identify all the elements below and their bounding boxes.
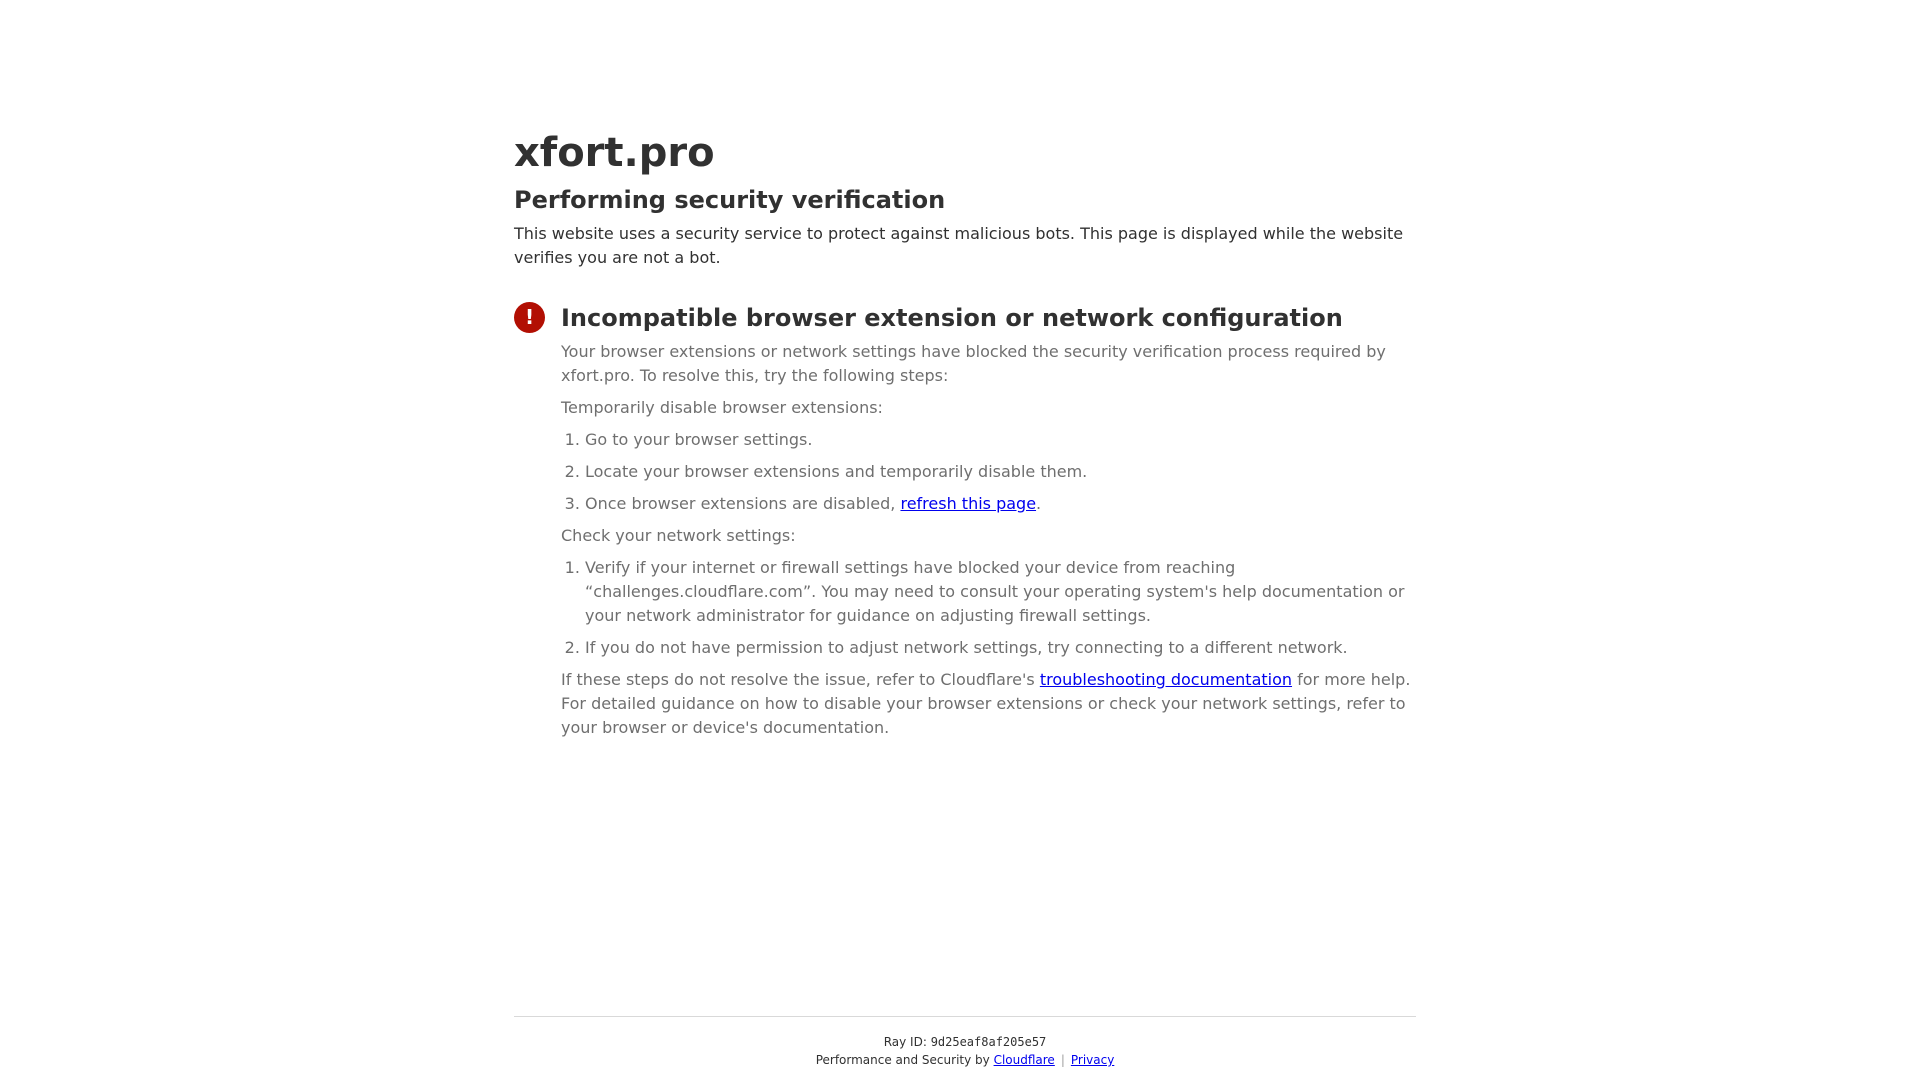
verification-description: This website uses a security service to protect against malicious bots. This page is displayed while the website verifies you are not a bot. <box>514 224 1404 267</box>
error-block <box>514 300 1416 740</box>
refresh-page-link[interactable]: refresh this page <box>900 494 1037 513</box>
ray-id-label: Ray ID: <box>883 1035 931 1049</box>
ray-id-value: 9d25eaf8af205e57 <box>930 1035 1047 1049</box>
troubleshooting-link[interactable]: troubleshooting documentation <box>1039 670 1293 689</box>
footer <box>514 1016 1416 1069</box>
footer-separator: | <box>1060 1053 1065 1067</box>
exclamation-icon: ! <box>514 302 545 333</box>
error-title: Incompatible browser extension or network configuration <box>561 304 1343 332</box>
site-title: xfort.pro <box>514 130 715 176</box>
extension-steps-list <box>561 428 1416 516</box>
list-item: 1. Verify if your internet or firewall settings have blocked your device from reaching “challenges.cloudflare.com”. You may need to consult your operating system's help documentation or your network administrator for guidance on adjusting firewall settings. <box>585 556 1416 628</box>
main-content <box>514 124 1416 748</box>
list-item: 1. Go to your browser settings. <box>585 428 1416 452</box>
extensions-heading: Temporarily disable browser extensions: <box>561 398 883 417</box>
ray-id-line <box>514 1033 1416 1051</box>
closing-prefix: If these steps do not resolve the issue, refer to Cloudflare's <box>561 670 1040 689</box>
privacy-link[interactable]: Privacy <box>1070 1053 1115 1067</box>
closing-text <box>561 668 1416 740</box>
performance-line <box>514 1051 1416 1069</box>
list-item <box>585 492 1416 516</box>
error-intro: Your browser extensions or network settings have blocked the security verification process required by xfort.pro. To resolve this, try the following steps: <box>561 342 1386 385</box>
cloudflare-link[interactable]: Cloudflare <box>993 1053 1055 1067</box>
performance-text: Performance and Security by <box>815 1053 994 1067</box>
network-heading: Check your network settings: <box>561 526 796 545</box>
list-item: 2. Locate your browser extensions and temporarily disable them. <box>585 460 1416 484</box>
closing-suffix: for more help. For detailed guidance on how to disable your browser extensions or check your network settings, refer to your browser or device's documentation. <box>561 670 1411 737</box>
step-suffix: . <box>1036 494 1042 513</box>
step-text: Once browser extensions are disabled, <box>585 494 901 513</box>
verification-heading: Performing security verification <box>514 186 946 214</box>
list-item: 2. If you do not have permission to adjust network settings, try connecting to a different network. <box>585 636 1416 660</box>
network-steps-list <box>561 556 1416 660</box>
